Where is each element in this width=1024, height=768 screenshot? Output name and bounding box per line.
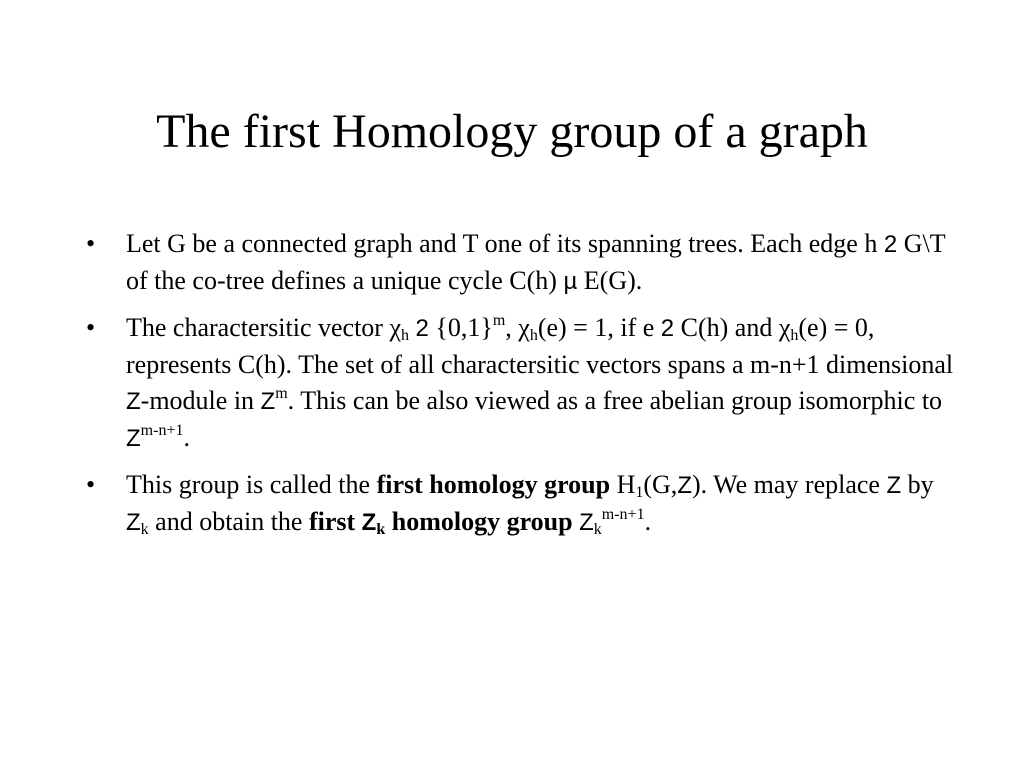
text: G\T of the co-tree defines a unique cycle C(h) [126,229,946,295]
text: The charactersitic vector [126,313,390,342]
bold-term: first [308,507,362,536]
bullet-list [78,226,958,551]
subset-symbol: µ [563,268,578,295]
integers-symbol: Z [260,388,276,415]
text: by [901,470,934,499]
bullet-item-3 [78,467,958,541]
element-of-symbol: 2 [660,315,675,342]
text: . [183,423,190,452]
integers-symbol: Z [579,509,594,536]
text: , [505,313,519,342]
integers-symbol: Z [886,472,902,499]
text: . [644,507,652,536]
subscript: h [790,327,799,344]
integers-symbol: Z [126,388,141,415]
text: E(G). [577,266,643,295]
text: C(h) and [674,313,779,342]
superscript: m [492,312,506,329]
subscript: 1 [635,484,644,501]
bold-term: homology group [385,507,573,536]
subscript: k [376,521,386,538]
text: (e) = 1, if e [537,313,661,342]
text: -module in [140,386,261,415]
text: Let G be a connected graph and T one of its spanning trees. Each edge h [126,229,884,258]
text: This group is called the [126,470,377,499]
bullet-dot-icon: • [86,229,96,258]
integers-symbol: Z [361,509,377,536]
bullet-dot-icon: • [86,313,96,342]
integers-symbol: Z [126,509,141,536]
bold-term: first homology group [376,470,611,499]
superscript: m-n+1 [140,422,184,439]
subscript: k [593,521,602,538]
superscript: m [275,385,288,402]
bullet-item-2 [78,310,958,457]
subscript: h [401,327,409,344]
text: H [610,470,636,499]
bullet-dot-icon: • [86,470,96,499]
text: ). We may replace [691,470,887,499]
integers-symbol: Z [126,425,141,452]
text: {0,1} [428,313,493,342]
chi-symbol: χ [778,313,791,342]
text: (e) = 0, represents C(h). The set of all charactersitic vectors spans a m-n+1 dimensional [126,313,954,379]
bullet-item-1 [78,226,958,300]
subscript: h [529,327,538,344]
slide-title: The first Homology group of a graph [156,105,868,158]
subscript: k [140,521,149,538]
element-of-symbol: 2 [883,231,898,258]
superscript: m-n+1 [601,506,645,523]
chi-symbol: χ [389,313,401,342]
chi-symbol: χ [518,313,530,342]
text: . This can be also viewed as a free abelian group isomorphic to [287,386,943,415]
text: and obtain the [148,507,309,536]
integers-symbol: Z [677,472,692,499]
text: (G, [643,470,678,499]
element-of-symbol: 2 [415,315,429,342]
